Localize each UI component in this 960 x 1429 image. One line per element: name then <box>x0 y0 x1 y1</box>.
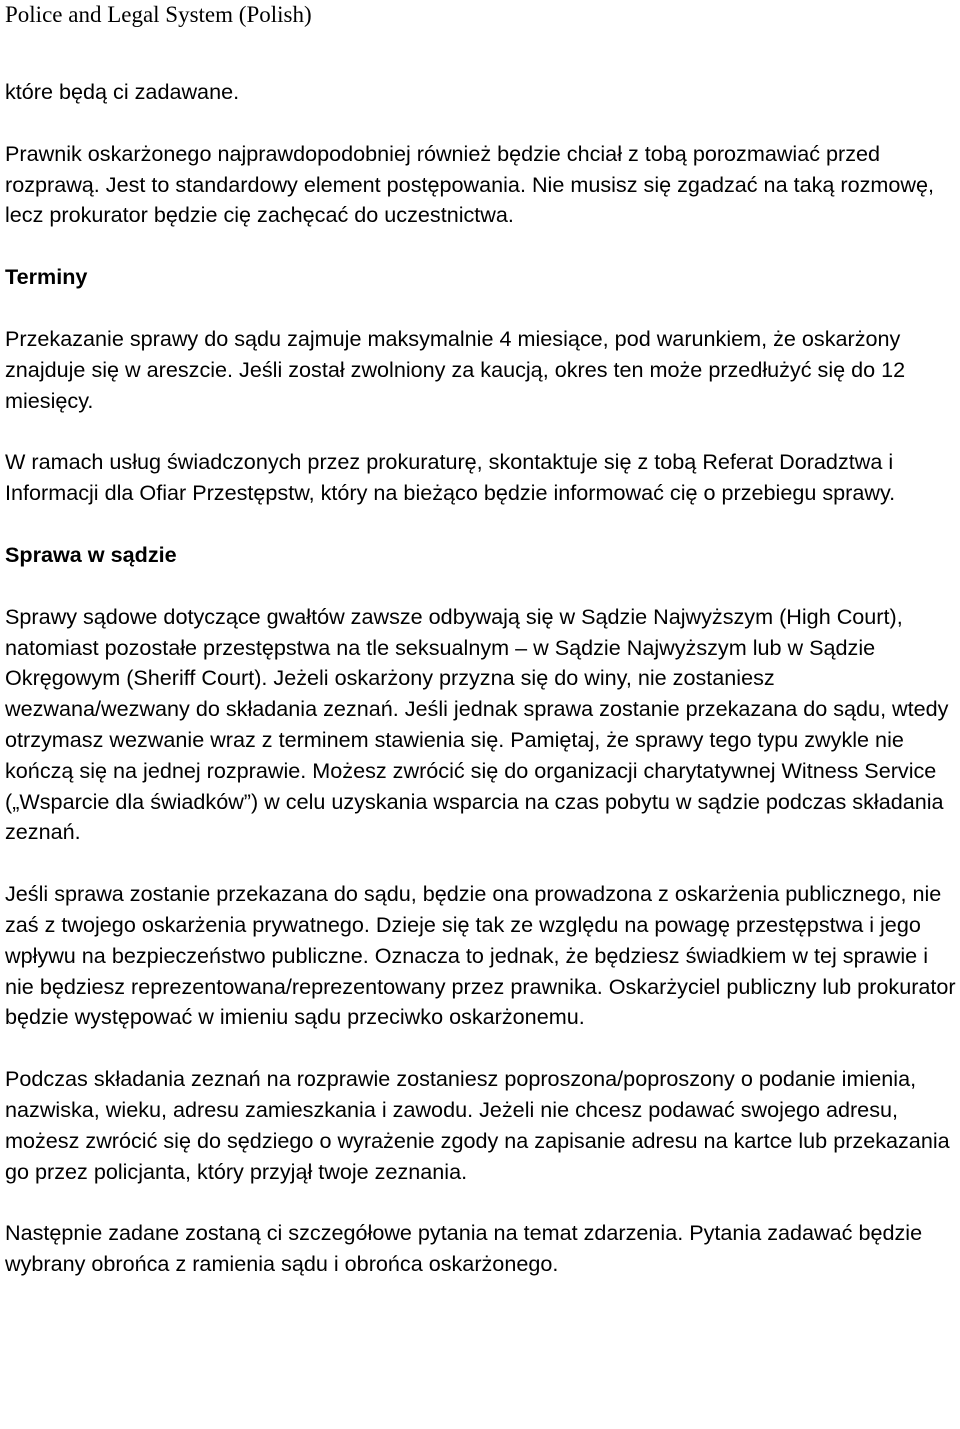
document-header: Police and Legal System (Polish) <box>5 2 312 27</box>
paragraph-continuation: które będą ci zadawane. <box>5 79 240 104</box>
document-body <box>5 77 959 1311</box>
section-heading-terminy: Terminy <box>5 264 88 290</box>
paragraph-questions: Następnie zadane zostaną ci szczegółowe pytania na temat zdarzenia. Pytania zadawać będzie wybrany obrońca z ramienia sądu i obrońca oskarżonego. <box>5 1220 923 1277</box>
paragraph-public-prosecution: Jeśli sprawa zostanie przekazana do sądu, będzie ona prowadzona z oskarżenia publicznego, nie zaś z twojego oskarżenia prywatnego. Dzieje się tak ze względu na powagę przestępstwa i jego wpływu na bezpieczeństwo publiczne. Oznacza to jednak, że będziesz świadkiem w tej sprawie i nie będziesz reprezentowana/reprezentowany przez prawnika. Oskarżyciel publiczny lub prokurator będzie występować w imieniu sądu przeciwko oskarżonemu. <box>5 881 956 1030</box>
paragraph-deadlines: Przekazanie sprawy do sądu zajmuje maksymalnie 4 miesiące, pod warunkiem, że oskarżony znajduje się w areszcie. Jeśli został zwolniony za kaucją, okres ten może przedłużyć się do 12 miesięcy. <box>5 325 906 413</box>
paragraph-defense-lawyer: Prawnik oskarżonego najprawdopodobniej również będzie chciał z tobą porozmawiać przed rozprawą. Jest to standardowy element postępowania. Nie musisz się zgadzać na taką rozmowę, lecz prokurator będzie cię zachęcać do uczestnictwa. <box>5 140 934 228</box>
paragraph-victim-services: W ramach usług świadczonych przez prokuraturę, skontaktuje się z tobą Referat Doradztwa i Informacji dla Ofiar Przestępstw, który na bieżąco będzie informować cię o przebiegu sprawy. <box>5 449 896 506</box>
paragraph-testimony: Podczas składania zeznań na rozprawie zostaniesz poproszona/poproszony o podanie imienia, nazwiska, wieku, adresu zamieszkania i zawodu. Jeżeli nie chcesz podawać swojego adresu, możesz zwrócić się do sędziego o wyrażenie zgody na zapisanie adresu na kartce lub przekazania go przez policjanta, który przyjął twoje zeznania. <box>5 1066 950 1184</box>
paragraph-court-cases: Sprawy sądowe dotyczące gwałtów zawsze odbywają się w Sądzie Najwyższym (High Court), natomiast pozostałe przestępstwa na tle seksualnym – w Sądzie Najwyższym lub w Sądzie Okręgowym (Sheriff Court). Jeżeli oskarżony przyzna się do winy, nie zostaniesz wezwana/wezwany do składania zeznań. Jeśli jednak sprawa zostanie przekazana do sądu, wtedy otrzymasz wezwanie wraz z terminem stawienia się. Pamiętaj, że sprawy tego typu zwykle nie kończą się na jednej rozprawie. Możesz zwrócić się do organizacji charytatywnej Witness Service („Wsparcie dla świadków”) w celu uzyskania wsparcia na czas pobytu w sądzie podczas składania zeznań. <box>5 603 949 845</box>
section-heading-sprawa-w-sadzie: Sprawa w sądzie <box>5 541 177 567</box>
